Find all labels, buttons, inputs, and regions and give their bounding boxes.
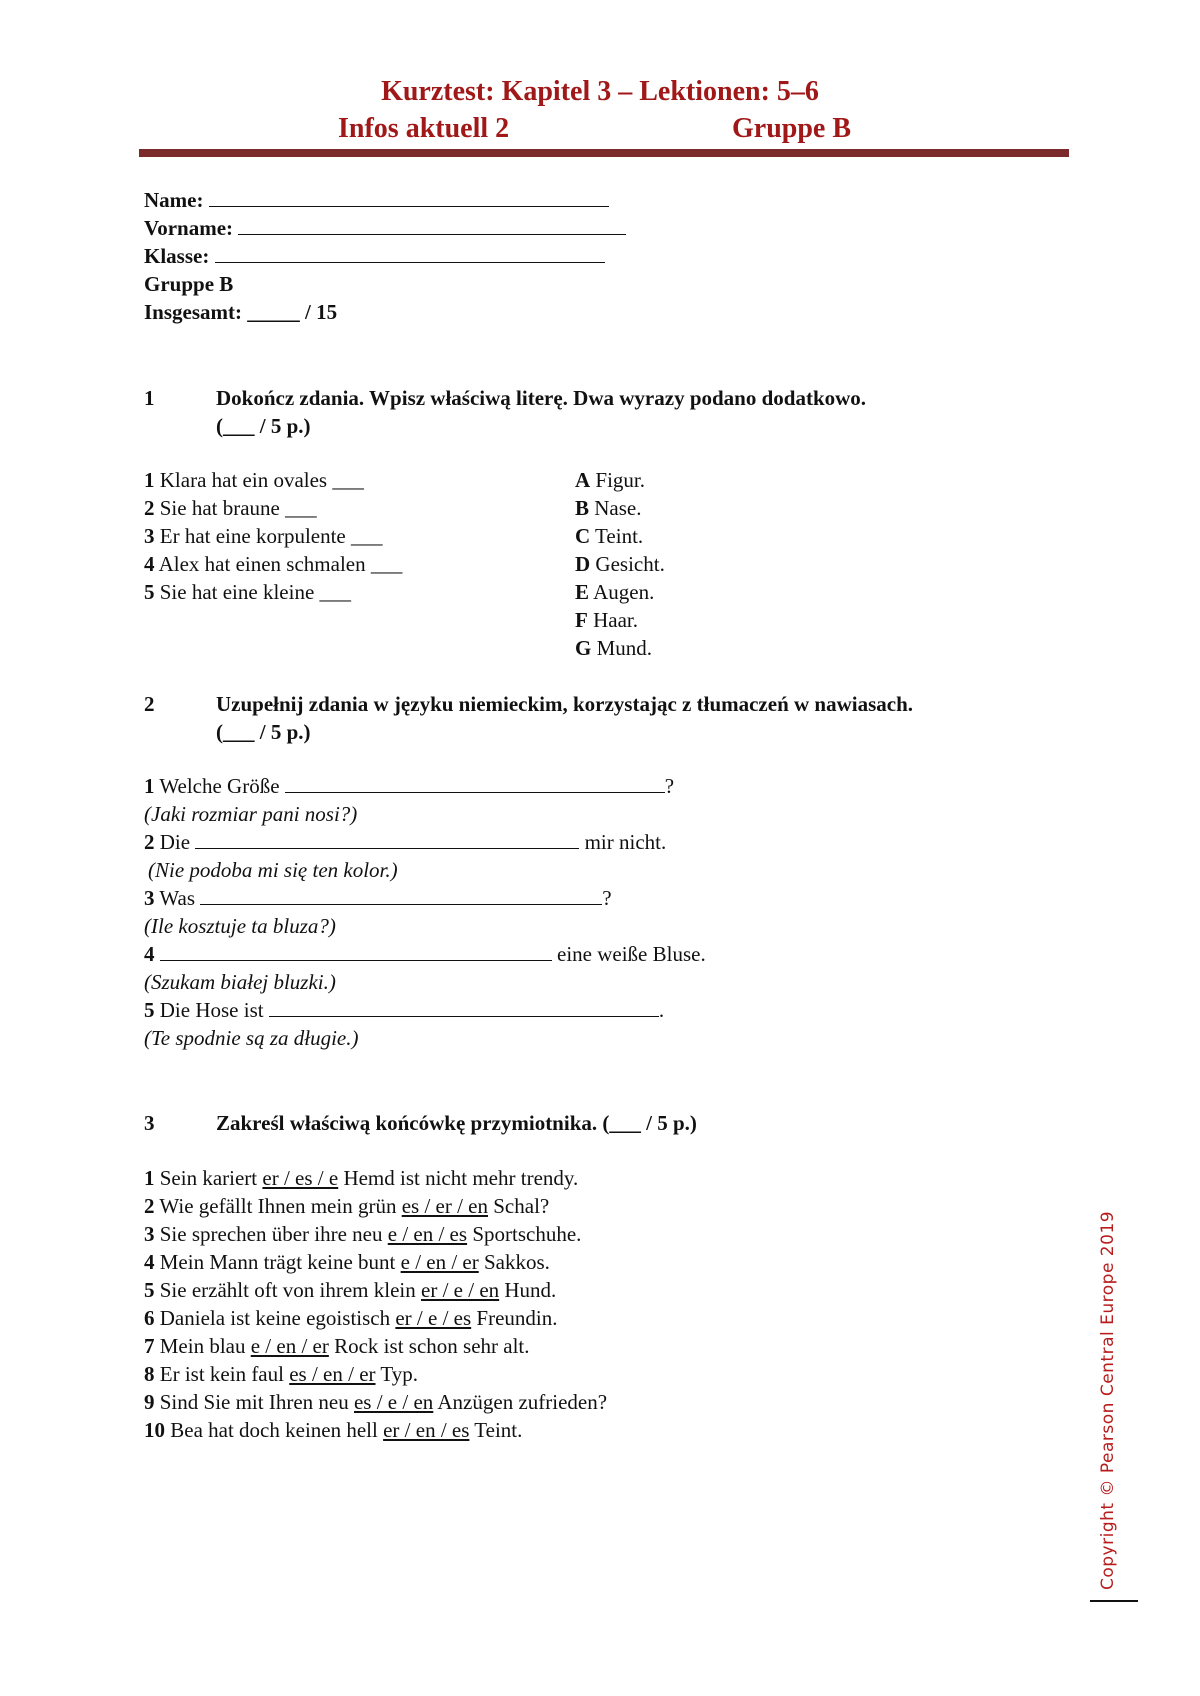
item-after: . — [658, 998, 665, 1022]
task1-option — [575, 606, 638, 634]
item-before: Sie erzählt oft von ihrem klein — [159, 1278, 416, 1302]
klasse-field — [144, 242, 605, 270]
task3-number: 3 — [144, 1111, 155, 1135]
item-after: Rock ist schon sehr alt. — [334, 1334, 530, 1358]
item-before: Welche Größe — [159, 774, 280, 798]
task2-item — [144, 940, 706, 968]
task3-instruction: Zakreśl właściwą końcówkę przymiotnika. — [216, 1111, 598, 1135]
item-after: Schal? — [493, 1194, 550, 1218]
task2-translation: (Ile kosztuje ta bluza?) — [144, 914, 336, 938]
option-letter: E — [575, 580, 590, 604]
item-text: Er hat eine korpulente ___ — [159, 524, 383, 548]
task2-item — [144, 828, 666, 856]
item-number: 4 — [144, 1250, 155, 1274]
item-after: Anzügen zufrieden? — [437, 1390, 608, 1414]
item-number: 4 — [144, 552, 155, 576]
task3-item — [144, 1248, 550, 1276]
item-before: Sie sprechen über ihre neu — [159, 1222, 383, 1246]
answer-blank[interactable] — [195, 830, 579, 849]
answer-blank[interactable] — [269, 998, 659, 1017]
item-before: Daniela ist keine egoistisch — [159, 1306, 391, 1330]
ending-choices[interactable]: e / en / er — [250, 1334, 329, 1358]
task1-number: 1 — [144, 386, 155, 410]
option-letter: G — [575, 636, 592, 660]
item-number: 1 — [144, 1166, 155, 1190]
header-divider — [139, 149, 1069, 157]
task2-number: 2 — [144, 692, 155, 716]
klasse-label: Klasse: — [144, 244, 210, 268]
task1-option — [575, 522, 643, 550]
option-letter: D — [575, 552, 591, 576]
item-number: 3 — [144, 886, 155, 910]
task2-translation: (Jaki rozmiar pani nosi?) — [144, 802, 358, 826]
ending-choices[interactable]: es / er / en — [401, 1194, 488, 1218]
name-field — [144, 186, 609, 214]
task1-instruction: Dokończ zdania. Wpisz właściwą literę. Dwa wyrazy podano dodatkowo. — [216, 386, 867, 410]
vorname-field — [144, 214, 626, 242]
task2-translation: (Nie podoba mi się ten kolor.) — [148, 858, 398, 882]
name-blank[interactable] — [209, 188, 609, 207]
item-after: ? — [602, 886, 612, 910]
item-number: 2 — [144, 830, 155, 854]
task3-item — [144, 1220, 581, 1248]
task3-header — [216, 1109, 697, 1137]
task1-option — [575, 466, 645, 494]
task1-item — [144, 578, 351, 606]
task2-item — [144, 772, 674, 800]
ending-choices[interactable]: e / en / er — [400, 1250, 479, 1274]
item-text: Klara hat ein ovales ___ — [159, 468, 364, 492]
task1-item — [144, 494, 317, 522]
vorname-label: Vorname: — [144, 216, 234, 240]
task3-item — [144, 1276, 556, 1304]
task2-translation: (Te spodnie są za długie.) — [144, 1026, 359, 1050]
item-before: Die Hose ist — [159, 998, 264, 1022]
item-number: 1 — [144, 468, 155, 492]
item-before: Mein blau — [159, 1334, 246, 1358]
task1-option — [575, 550, 665, 578]
item-text: Alex hat einen schmalen ___ — [158, 552, 403, 576]
item-before: Sein kariert — [159, 1166, 258, 1190]
task2-instruction: Uzupełnij zdania w języku niemieckim, korzystając z tłumaczeń w nawiasach. — [216, 692, 914, 716]
item-number: 10 — [144, 1418, 165, 1442]
item-before: Er ist kein faul — [159, 1362, 284, 1386]
ending-choices[interactable]: er / e / es — [395, 1306, 472, 1330]
task1-item — [144, 466, 364, 494]
answer-blank[interactable] — [160, 942, 552, 961]
task1-option — [575, 494, 642, 522]
item-number: 8 — [144, 1362, 155, 1386]
task2-item — [144, 996, 664, 1024]
item-after: Sakkos. — [484, 1250, 550, 1274]
item-number: 9 — [144, 1390, 155, 1414]
task3-item — [144, 1304, 557, 1332]
item-after: eine weiße Bluse. — [557, 942, 706, 966]
item-number: 2 — [144, 496, 155, 520]
gruppe-label: Gruppe B — [144, 272, 234, 296]
item-before: Bea hat doch keinen hell — [170, 1418, 378, 1442]
task1-item — [144, 522, 383, 550]
insgesamt-blank[interactable]: _____ — [247, 300, 300, 324]
option-text: Gesicht. — [595, 552, 665, 576]
task1-item — [144, 550, 402, 578]
item-before: Wie gefällt Ihnen mein grün — [159, 1194, 397, 1218]
corner-mark — [1090, 1600, 1138, 1602]
ending-choices[interactable]: e / en / es — [387, 1222, 468, 1246]
task3-item — [144, 1416, 522, 1444]
item-number: 2 — [144, 1194, 155, 1218]
name-label: Name: — [144, 188, 204, 212]
task1-points: (___ / 5 p.) — [216, 414, 311, 438]
item-number: 1 — [144, 774, 155, 798]
option-letter: B — [575, 496, 590, 520]
ending-choices[interactable]: er / e / en — [421, 1278, 500, 1302]
item-text: Sie hat braune ___ — [159, 496, 317, 520]
item-number: 4 — [144, 942, 155, 966]
insgesamt-total: / 15 — [305, 300, 338, 324]
option-letter: C — [575, 524, 591, 548]
item-after: Hund. — [504, 1278, 557, 1302]
item-number: 5 — [144, 1278, 155, 1302]
klasse-blank[interactable] — [215, 244, 605, 263]
item-after: ? — [664, 774, 675, 798]
task2-points: (___ / 5 p.) — [216, 720, 311, 744]
page-title: Kurztest: Kapitel 3 – Lektionen: 5–6 — [381, 76, 819, 107]
ending-choices[interactable]: es / e / en — [353, 1390, 434, 1414]
insgesamt-label: Insgesamt: — [144, 300, 242, 324]
copyright-notice: Copyright © Pearson Central Europe 2019 — [1098, 1210, 1118, 1590]
book-title: Infos aktuell 2 — [338, 113, 510, 144]
item-before: Mein Mann trägt keine bunt — [159, 1250, 396, 1274]
answer-blank[interactable] — [285, 774, 665, 793]
item-number: 5 — [144, 580, 155, 604]
item-number: 5 — [144, 998, 155, 1022]
group-title: Gruppe B — [732, 113, 852, 144]
option-text: Haar. — [593, 608, 638, 632]
vorname-blank[interactable] — [238, 216, 626, 235]
option-text: Augen. — [593, 580, 655, 604]
task2-item — [144, 884, 612, 912]
task2-translation: (Szukam białej bluzki.) — [144, 970, 336, 994]
item-number: 6 — [144, 1306, 155, 1330]
item-before: Was — [159, 886, 196, 910]
item-after: Freundin. — [476, 1306, 558, 1330]
item-after: Teint. — [474, 1418, 523, 1442]
item-after: Hemd ist nicht mehr trendy. — [343, 1166, 579, 1190]
option-text: Nase. — [594, 496, 642, 520]
task3-item — [144, 1360, 418, 1388]
task1-option — [575, 634, 652, 662]
option-text: Teint. — [595, 524, 644, 548]
ending-choices[interactable]: er / es / e — [262, 1166, 339, 1190]
item-number: 7 — [144, 1334, 155, 1358]
task3-item — [144, 1192, 549, 1220]
item-number: 3 — [144, 1222, 155, 1246]
option-letter: A — [575, 468, 591, 492]
task3-item — [144, 1332, 530, 1360]
option-text: Mund. — [596, 636, 653, 660]
item-number: 3 — [144, 524, 155, 548]
item-after: mir nicht. — [584, 830, 667, 854]
task1-option — [575, 578, 654, 606]
ending-choices[interactable]: er / en / es — [383, 1418, 470, 1442]
task3-item — [144, 1164, 578, 1192]
item-before: Sind Sie mit Ihren neu — [159, 1390, 349, 1414]
answer-blank[interactable] — [200, 886, 602, 905]
item-text: Sie hat eine kleine ___ — [159, 580, 352, 604]
ending-choices[interactable]: es / en / er — [289, 1362, 376, 1386]
item-after: Typ. — [380, 1362, 419, 1386]
item-before: Die — [159, 830, 191, 854]
task3-item — [144, 1388, 607, 1416]
task3-points: (___ / 5 p.) — [602, 1111, 697, 1135]
insgesamt-field — [144, 298, 337, 326]
option-text: Figur. — [595, 468, 646, 492]
item-after: Sportschuhe. — [472, 1222, 582, 1246]
option-letter: F — [575, 608, 588, 632]
